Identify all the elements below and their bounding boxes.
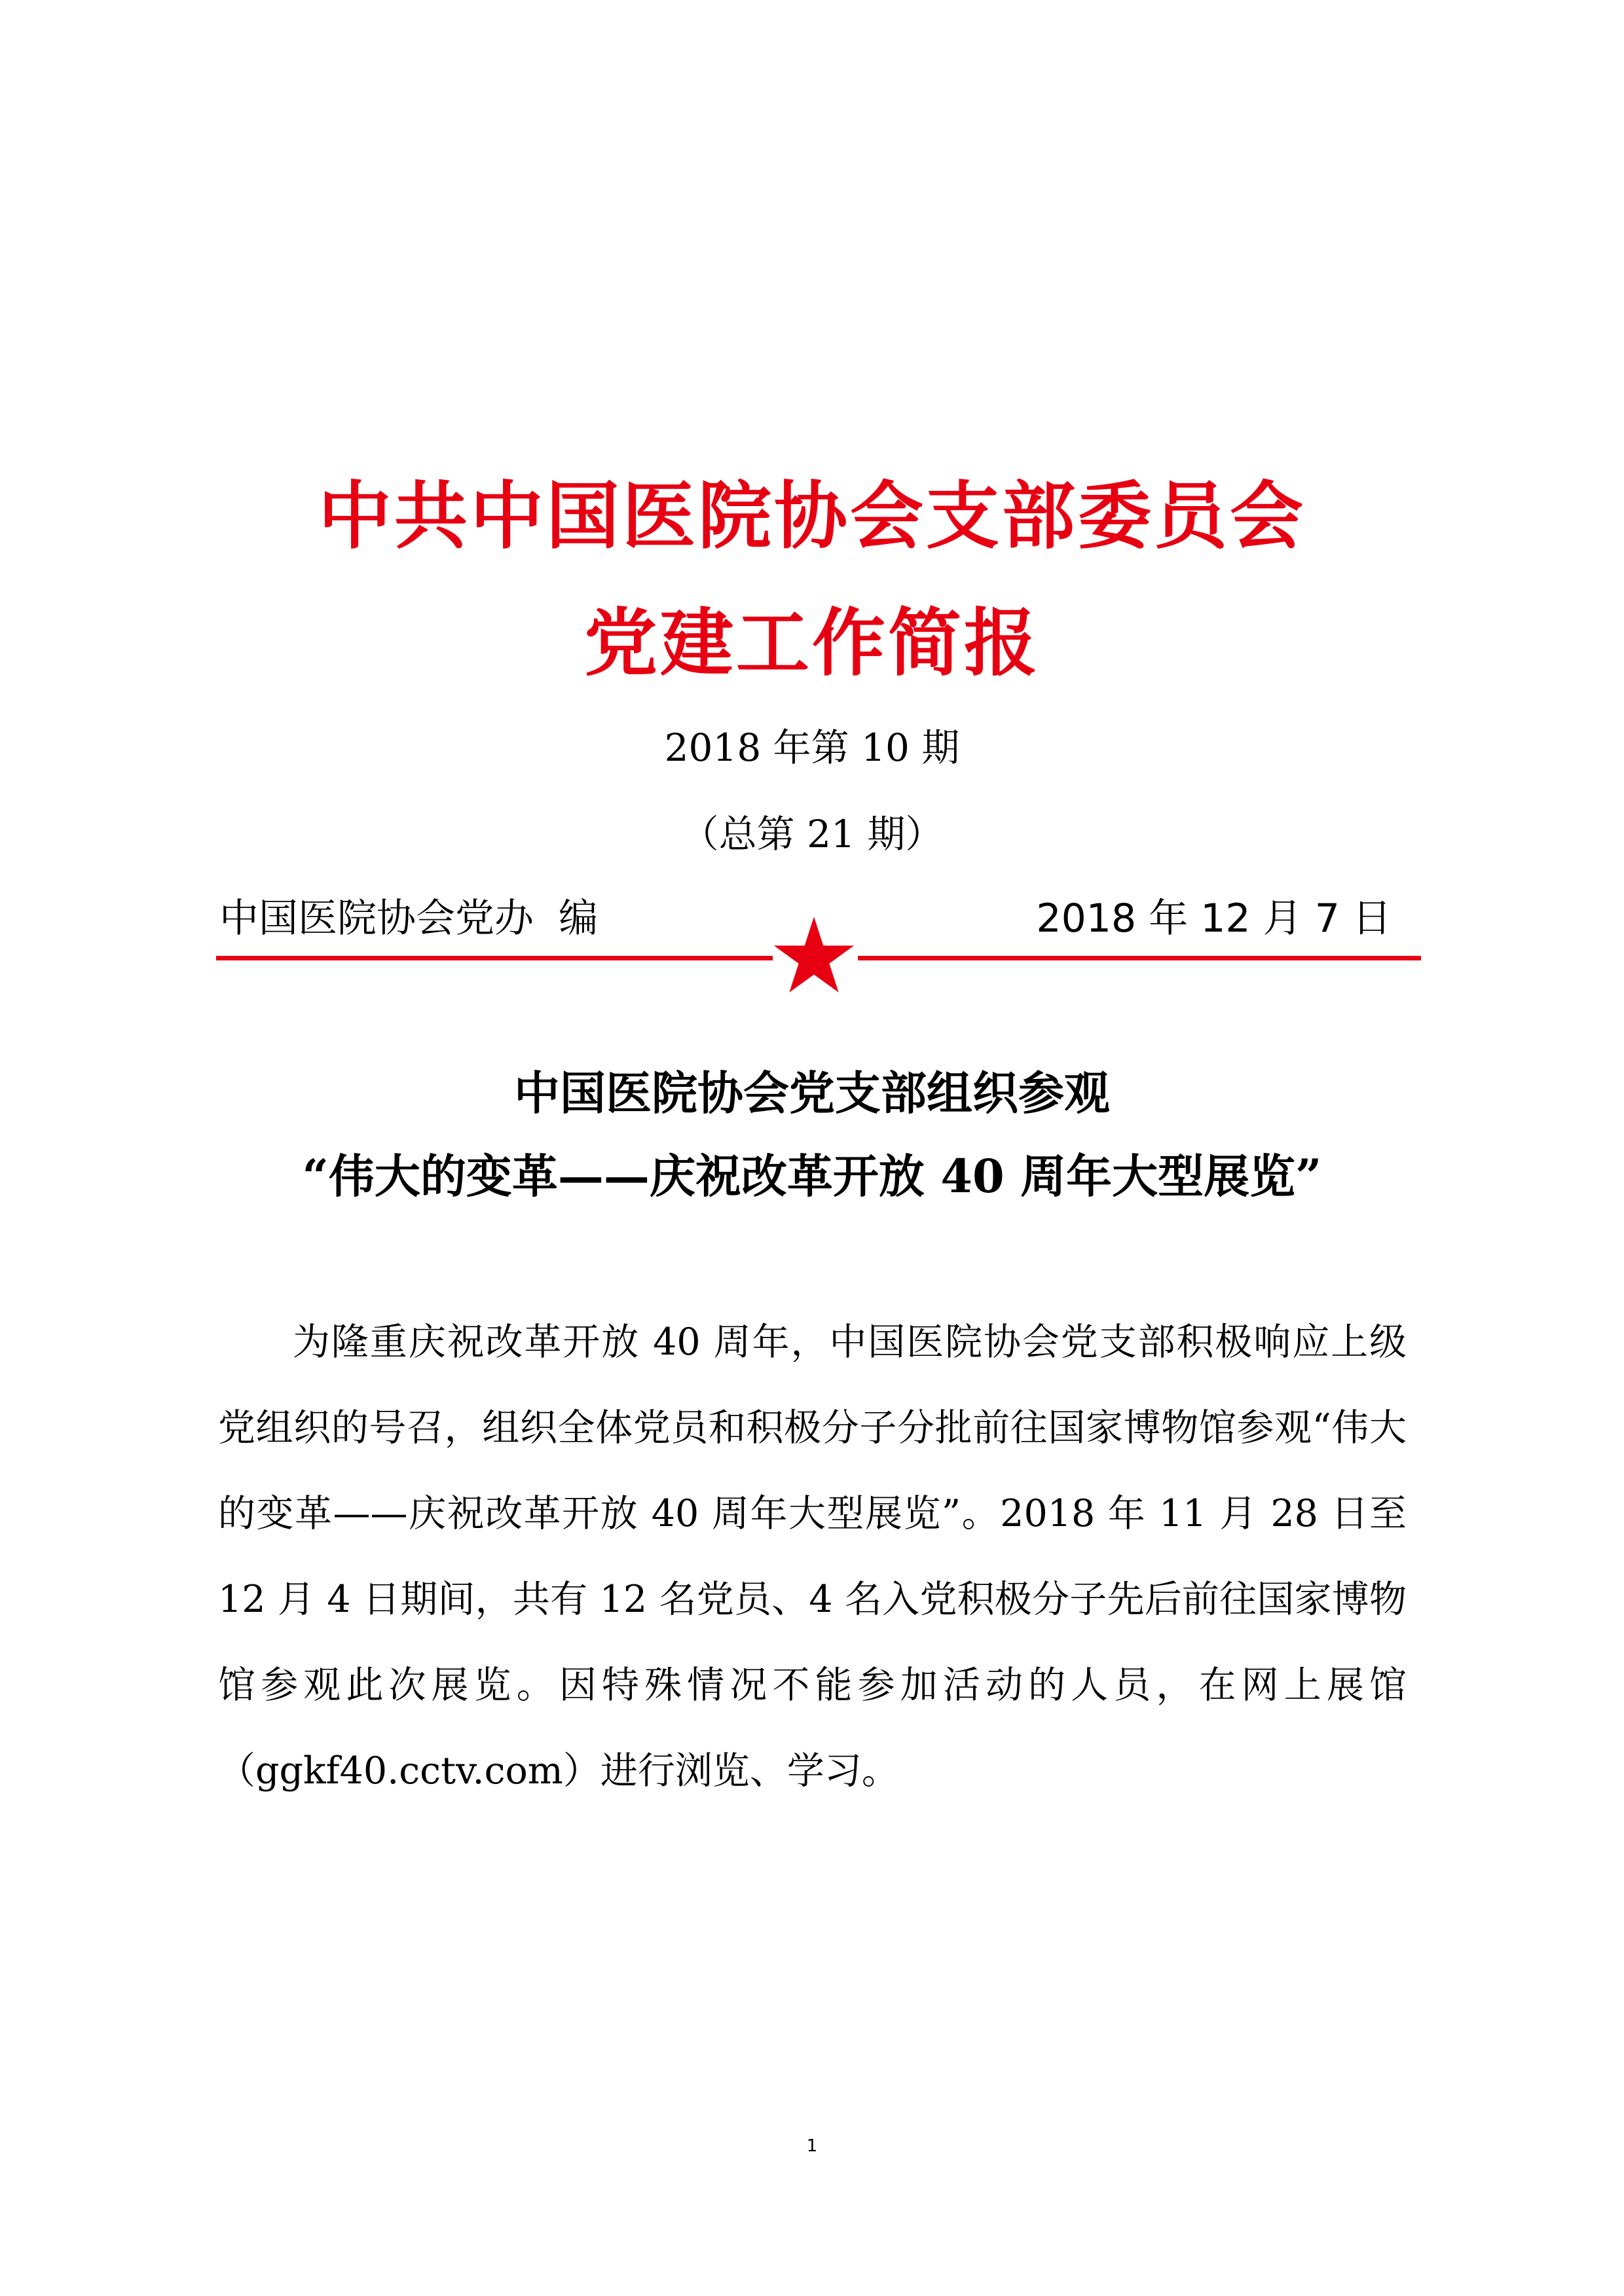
- issue-date: 2018 年 12 月 7 日: [1036, 896, 1392, 941]
- red-star-icon: [771, 913, 857, 998]
- issue-number: 2018 年第 10 期: [664, 725, 960, 770]
- red-rule-right: [858, 956, 1421, 960]
- issue-total: （总第 21 期）: [680, 812, 944, 856]
- article-heading-line1: 中国医院协会党支部组织参观: [514, 1066, 1110, 1120]
- editor-unit: 中国医院协会党办 编: [219, 896, 599, 941]
- article-heading-line2: “伟大的变革——庆祝改革开放 40 周年大型展览”: [302, 1149, 1322, 1203]
- masthead-title-line1: 中共中国医院协会支部委员会: [318, 473, 1306, 559]
- red-rule-left: [216, 956, 773, 960]
- page-number: 1: [806, 2136, 818, 2156]
- masthead-title-line2: 党建工作简报: [584, 600, 1040, 686]
- article-body: 为隆重庆祝改革开放 40 周年，中国医院协会党支部积极响应上级党组织的号召，组织全体党员和积极分子分批前往国家博物馆参观“伟大的变革——庆祝改革开放 40 周年大型展览”。2018 年 11 月 28 日至 12 月 4 日期间，共有 12 名党员、4 名入党积极分子先后前往国家博物馆参观此次展览。因特殊情况不能参加活动的人员，在网上展馆（ggkf40.cctv.com）进行浏览、学习。: [218, 1321, 1407, 1793]
